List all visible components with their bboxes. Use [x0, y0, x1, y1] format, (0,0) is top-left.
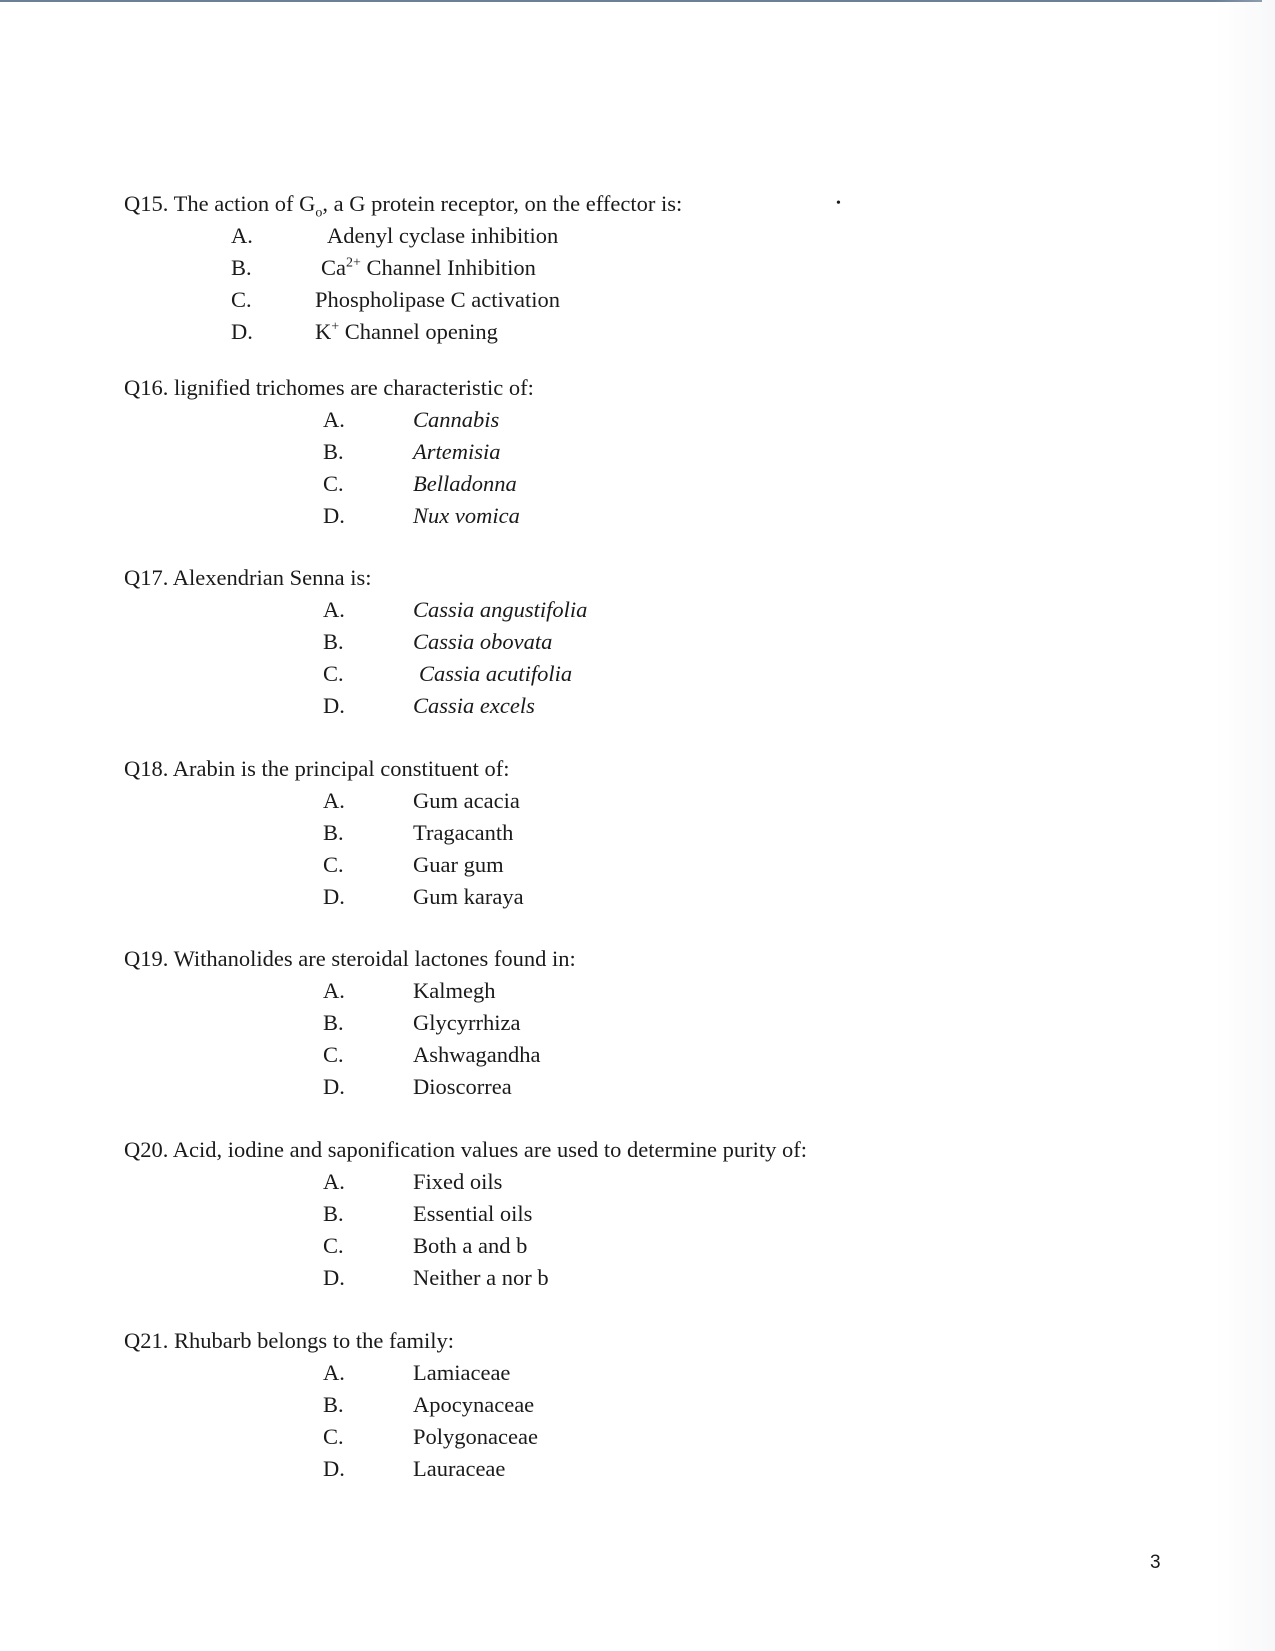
option-a: [124, 1166, 1124, 1198]
option-d: [124, 1453, 1124, 1485]
option-text: Essential oils: [413, 1201, 533, 1226]
question-17: [124, 562, 1124, 722]
option-text: Fixed oils: [413, 1169, 503, 1194]
question-21: [124, 1325, 1124, 1485]
option-text: Kalmegh: [413, 978, 496, 1003]
option-letter: D.: [323, 1456, 345, 1481]
option-d: [124, 500, 1124, 532]
option-a: [124, 975, 1124, 1007]
option-letter: D.: [323, 884, 345, 909]
option-b: [124, 436, 1124, 468]
option-text: Guar gum: [413, 852, 504, 877]
option-c: [124, 849, 1124, 881]
option-text: Cannabis: [413, 407, 500, 432]
question-stem: Q17. Alexendrian Senna is:: [124, 565, 372, 590]
option-d: [124, 316, 1124, 348]
option-letter: C.: [323, 852, 344, 877]
option-letter: C.: [323, 1233, 344, 1258]
option-d: [124, 690, 1124, 722]
option-a: [124, 594, 1124, 626]
question-stem: Q18. Arabin is the principal constituent of:: [124, 756, 510, 781]
option-letter: B.: [323, 439, 344, 464]
option-a: [124, 785, 1124, 817]
option-letter: D.: [231, 319, 253, 344]
option-letter: A.: [323, 1360, 345, 1385]
option-letter: B.: [323, 1201, 344, 1226]
question-18: [124, 753, 1124, 913]
question-16: [124, 372, 1124, 532]
option-b: [124, 1389, 1124, 1421]
question-stem: Q16. lignified trichomes are characteristic of:: [124, 375, 534, 400]
question-stem: Q21. Rhubarb belongs to the family:: [124, 1328, 454, 1353]
option-letter: A.: [323, 1169, 345, 1194]
option-letter: C.: [323, 1042, 344, 1067]
option-b: [124, 1198, 1124, 1230]
option-letter: C.: [323, 1424, 344, 1449]
option-text: Lauraceae: [413, 1456, 506, 1481]
option-letter: A.: [231, 223, 253, 248]
option-text: Tragacanth: [413, 820, 514, 845]
option-letter: A.: [323, 978, 345, 1003]
option-letter: B.: [323, 1010, 344, 1035]
option-text: Artemisia: [413, 439, 501, 464]
option-letter: D.: [323, 693, 345, 718]
option-letter: A.: [323, 597, 345, 622]
option-letter: C.: [231, 287, 252, 312]
option-letter: B.: [323, 1392, 344, 1417]
option-b: [124, 1007, 1124, 1039]
option-d: [124, 1262, 1124, 1294]
option-text: Apocynaceae: [413, 1392, 535, 1417]
option-letter: D.: [323, 1265, 345, 1290]
option-d: [124, 1071, 1124, 1103]
option-letter: B.: [231, 255, 252, 280]
option-c: [124, 468, 1124, 500]
option-a: [124, 1357, 1124, 1389]
option-text: Gum karaya: [413, 884, 524, 909]
option-letter: A.: [323, 407, 345, 432]
option-c: [124, 1421, 1124, 1453]
option-letter: D.: [323, 503, 345, 528]
option-text: Polygonaceae: [413, 1424, 538, 1449]
question-15: [124, 188, 1124, 348]
option-text: Nux vomica: [413, 503, 520, 528]
option-c: [124, 1230, 1124, 1262]
option-c: [124, 284, 1124, 316]
option-text: Dioscorrea: [413, 1074, 512, 1099]
option-text: Ashwagandha: [413, 1042, 541, 1067]
option-letter: A.: [323, 788, 345, 813]
option-letter: C.: [323, 471, 344, 496]
option-text: Lamiaceae: [413, 1360, 511, 1385]
option-text: Neither a nor b: [413, 1265, 549, 1290]
option-a: [124, 404, 1124, 436]
option-text: Glycyrrhiza: [413, 1010, 521, 1035]
stray-mark: •: [836, 196, 841, 211]
option-text: Both a and b: [413, 1233, 528, 1258]
option-letter: B.: [323, 629, 344, 654]
option-text: Phospholipase C activation: [315, 287, 560, 312]
option-d: [124, 881, 1124, 913]
option-letter: C.: [323, 661, 344, 686]
option-text: $Ca^{2+}$ Channel Inhibition: [321, 255, 536, 280]
option-text: Adenyl cyclase inhibition: [327, 223, 559, 248]
option-b: [124, 626, 1124, 658]
option-b: [124, 252, 1124, 284]
option-c: [124, 658, 1124, 690]
page-number: 3: [1150, 1552, 1161, 1573]
option-letter: B.: [323, 820, 344, 845]
question-19: [124, 943, 1124, 1103]
question-stem: Q15. The action of $G_o$, a G protein receptor, on the effector is:: [124, 191, 683, 221]
option-text: Belladonna: [413, 471, 517, 496]
option-a: [124, 220, 1124, 252]
option-c: [124, 1039, 1124, 1071]
option-text: Cassia acutifolia: [419, 661, 573, 686]
option-letter: D.: [323, 1074, 345, 1099]
option-text: Gum acacia: [413, 788, 520, 813]
option-text: Cassia angustifolia: [413, 597, 588, 622]
option-text: Cassia obovata: [413, 629, 553, 654]
question-stem: Q19. Withanolides are steroidal lactones found in:: [124, 946, 576, 971]
question-20: [124, 1134, 1124, 1294]
option-b: [124, 817, 1124, 849]
option-text: K+ Channel opening: [315, 319, 498, 344]
question-stem: Q20. Acid, iodine and saponification values are used to determine purity of:: [124, 1137, 807, 1162]
option-text: Cassia excels: [413, 693, 535, 718]
